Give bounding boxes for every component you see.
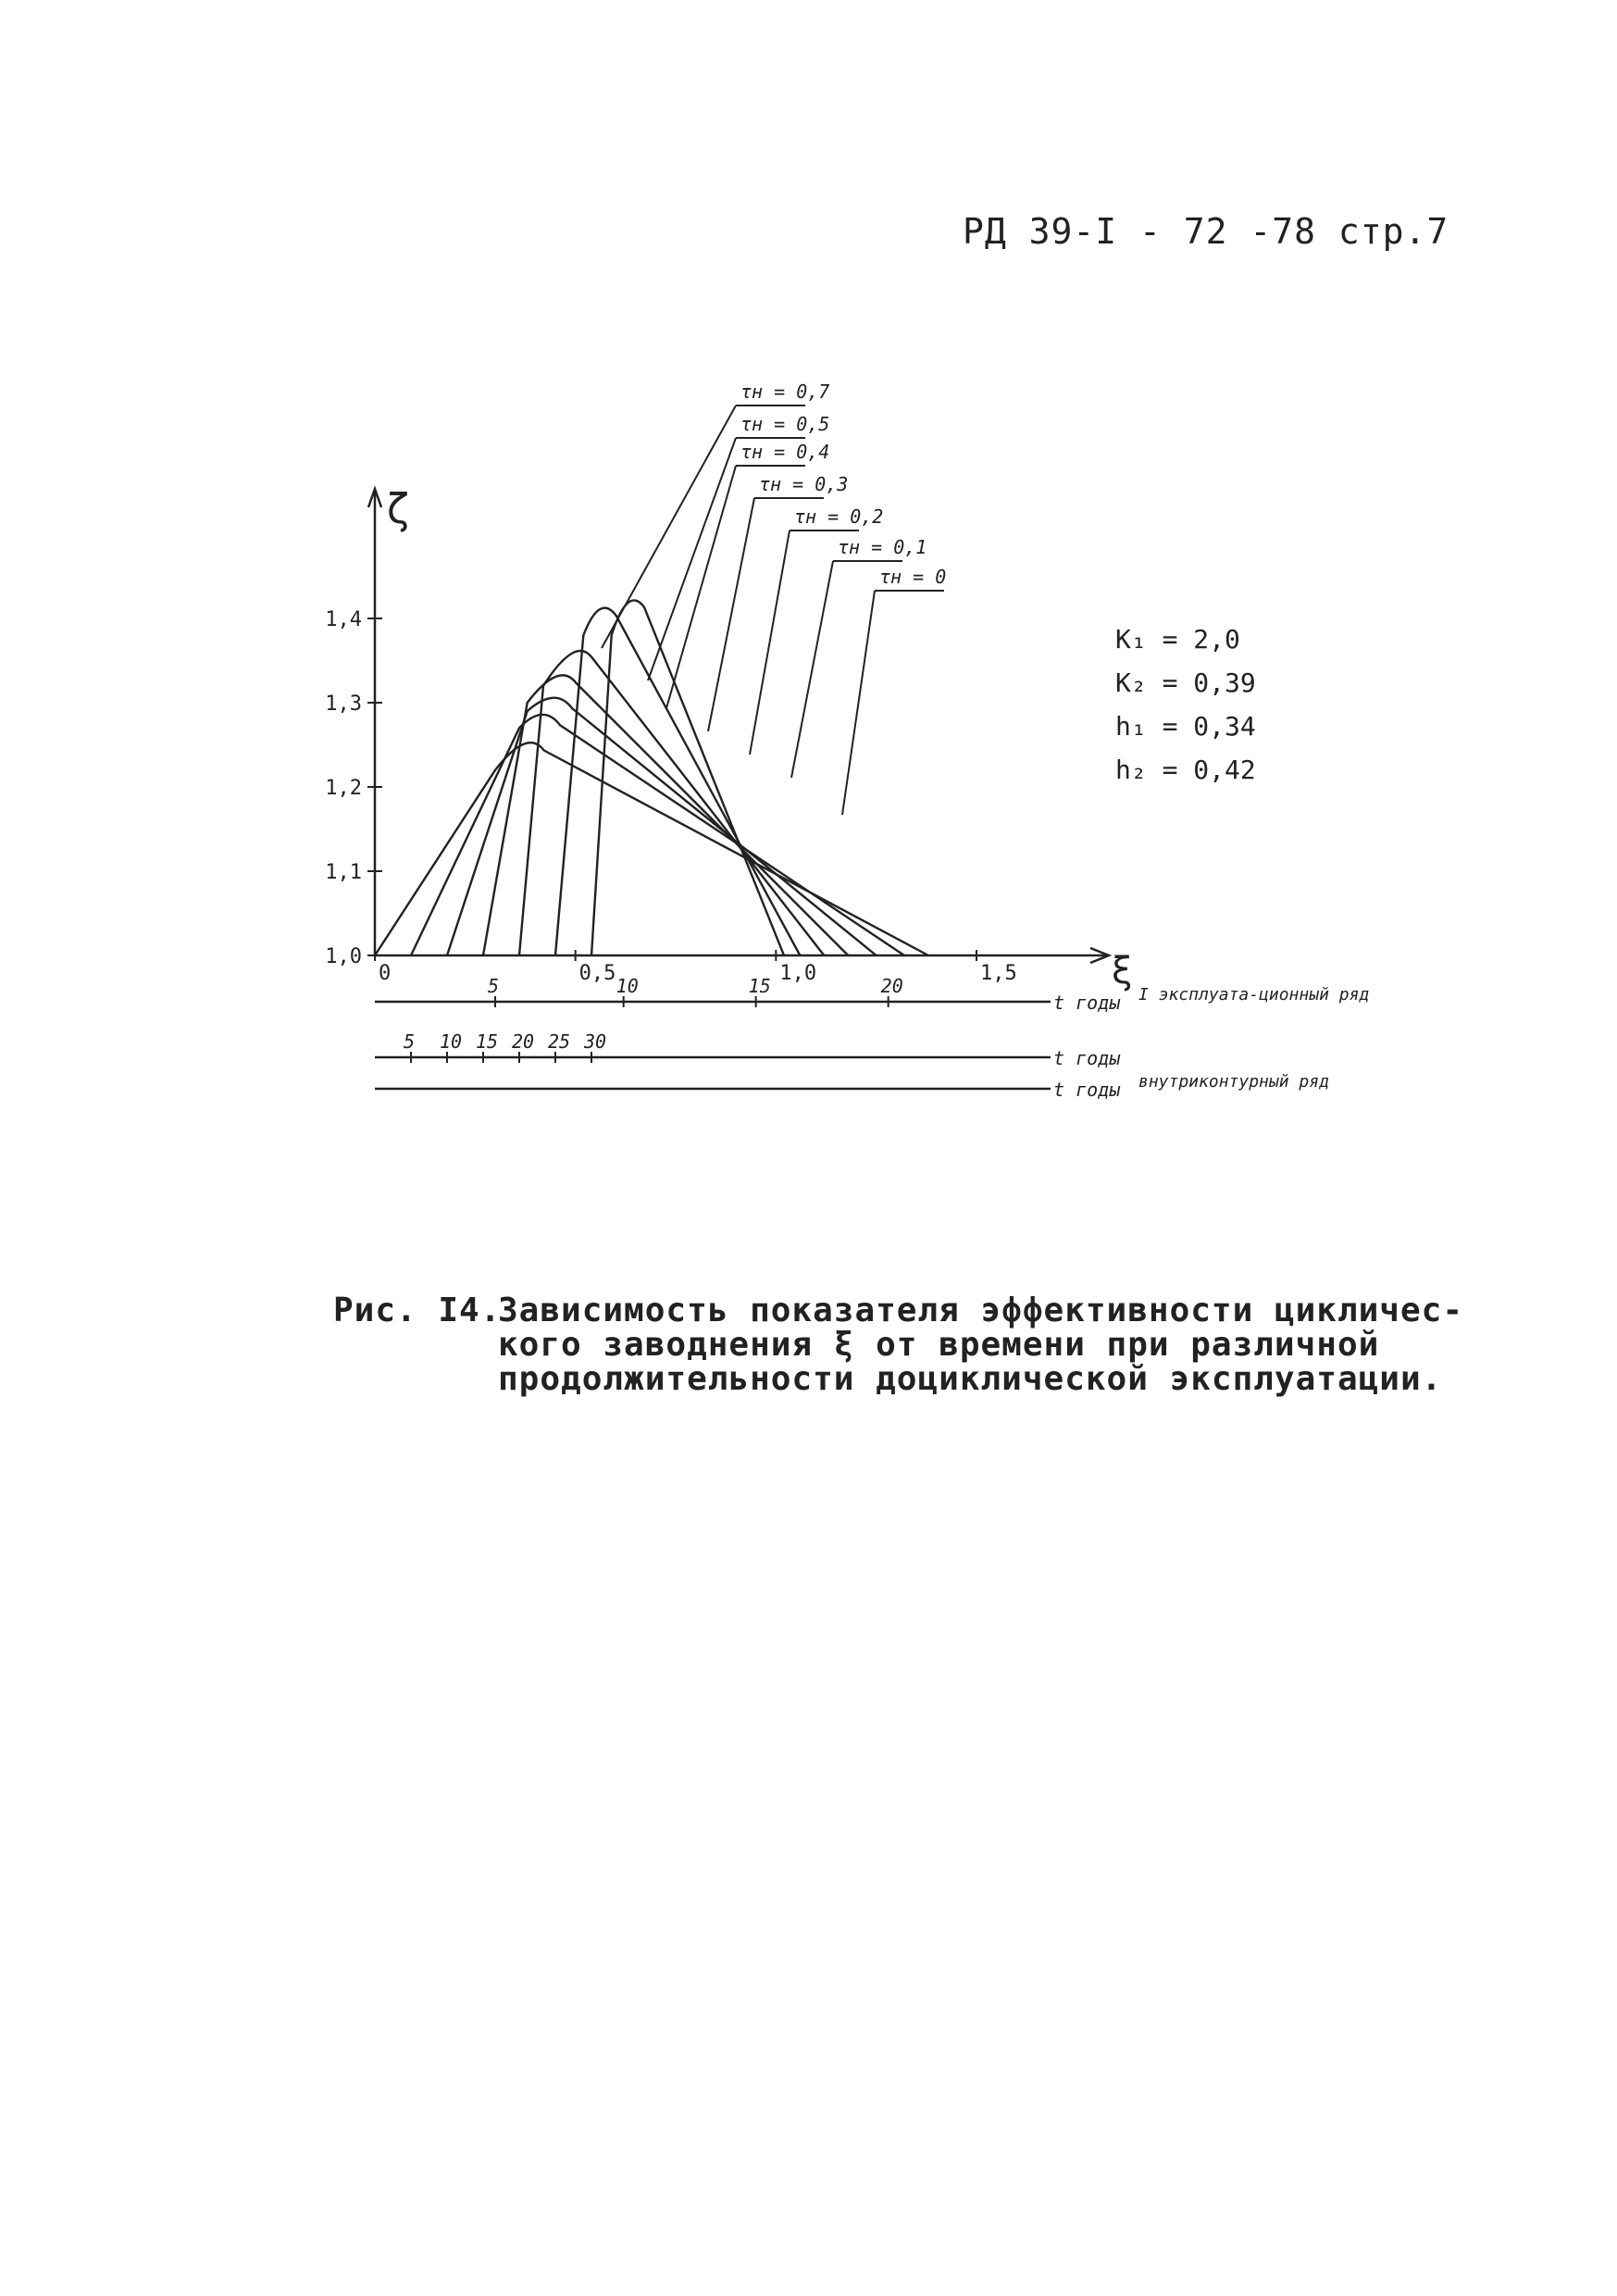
y-tick-label: 1,0: [325, 945, 362, 968]
series-leader: [666, 466, 736, 708]
time-tick-label: 15: [748, 975, 771, 997]
time-axis-note: I эксплуата-ционный ряд: [1138, 985, 1370, 1004]
y-tick-label: 1,3: [325, 693, 362, 716]
x-tick-label: 1,5: [980, 962, 1017, 985]
time-axis-label: t годы: [1053, 1047, 1121, 1069]
series-label: τн = 0,3: [759, 473, 849, 495]
time-axis-label: t годы: [1053, 1079, 1121, 1101]
x-axis-label: ξ: [1111, 950, 1134, 992]
x-tick-label: 0,5: [578, 962, 616, 985]
caption-line-1: Зависимость показателя эффективности цикличес-: [498, 1292, 1463, 1329]
y-tick-label: 1,1: [325, 861, 362, 884]
series-label: τн = 0,5: [740, 413, 830, 435]
parameter-text: h₂ = 0,42: [1115, 755, 1256, 785]
series-line: [519, 651, 824, 955]
page-header: РД 39-I - 72 -78 стр.7: [963, 211, 1449, 252]
y-axis-label: ζ: [386, 486, 411, 533]
time-tick-label: 5: [404, 1030, 416, 1053]
y-tick-label: 1,2: [325, 777, 362, 800]
time-tick-label: 10: [440, 1030, 463, 1053]
series-label: τн = 0,2: [794, 505, 884, 528]
parameter-text: K₂ = 0,39: [1115, 668, 1256, 698]
series-label: τн = 0,1: [838, 536, 927, 558]
series-label: τн = 0,4: [740, 441, 830, 463]
time-tick-label: 5: [488, 975, 500, 997]
time-tick-label: 20: [512, 1030, 535, 1053]
time-tick-label: 25: [548, 1030, 571, 1053]
caption-line-3: продолжительности доциклической эксплуатации.: [498, 1360, 1443, 1398]
series-leader: [708, 498, 754, 731]
x-tick-label: 1,0: [779, 962, 817, 985]
figure-number: Рис. I4.: [333, 1292, 502, 1329]
time-tick-label: 10: [616, 975, 639, 997]
caption-line-2: кого заводнения ξ от времени при различной: [498, 1326, 1380, 1364]
time-axis-note: внутриконтурный ряд: [1138, 1072, 1329, 1092]
parameter-text: h₁ = 0,34: [1115, 711, 1256, 742]
time-tick-label: 30: [584, 1030, 607, 1053]
x-tick-label: 0: [379, 962, 392, 985]
series-line: [447, 698, 877, 955]
time-axis-label: t годы: [1053, 992, 1121, 1014]
series-leader: [602, 406, 736, 648]
series-leader: [750, 530, 790, 755]
series-leader: [791, 561, 833, 778]
series-label: τн = 0: [879, 566, 947, 588]
series-line: [591, 600, 784, 955]
series-label: τн = 0,7: [740, 381, 830, 403]
y-tick-label: 1,4: [325, 608, 362, 631]
time-tick-label: 15: [476, 1030, 499, 1053]
series-leader: [842, 591, 875, 815]
parameter-text: K₁ = 2,0: [1115, 624, 1240, 655]
series-leader: [648, 438, 736, 680]
time-tick-label: 20: [880, 975, 903, 997]
